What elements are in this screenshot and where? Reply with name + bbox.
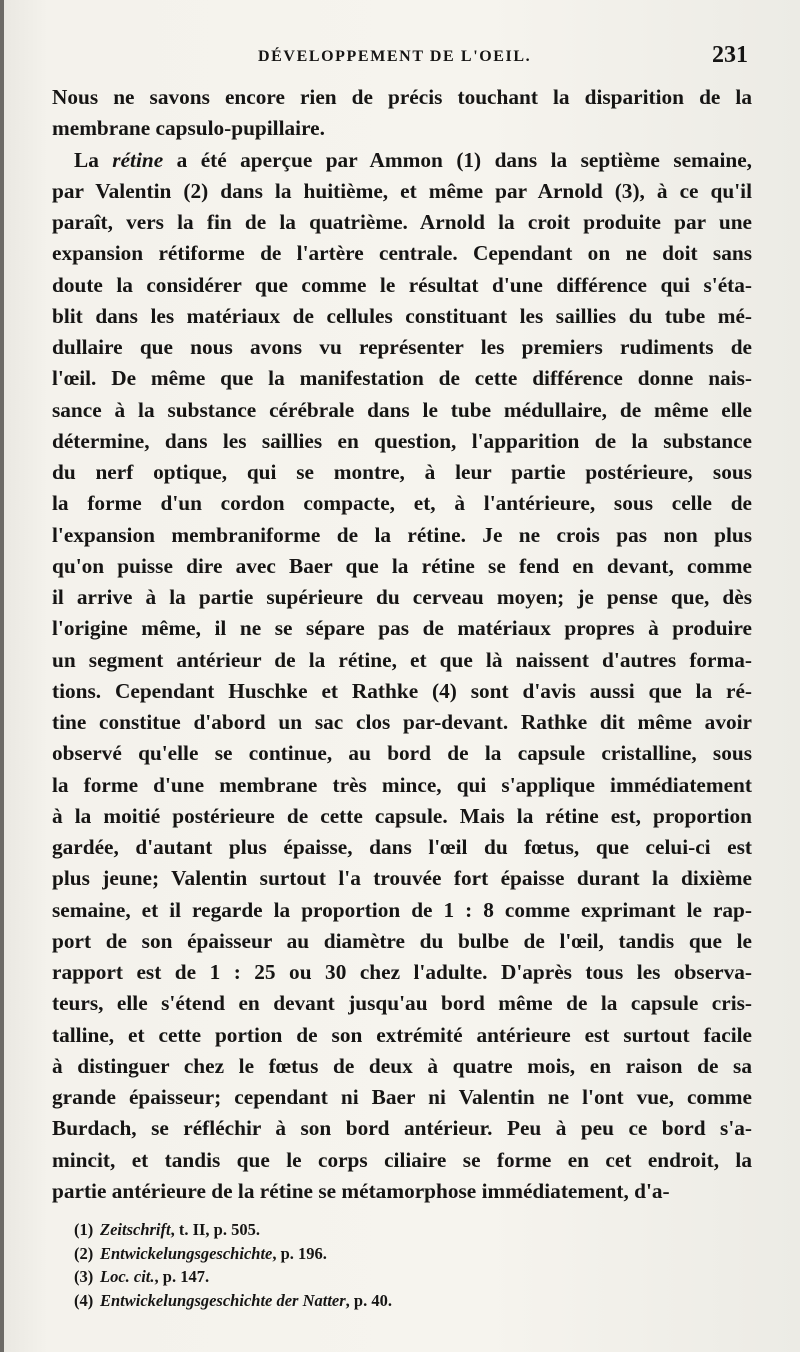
footnote bbox=[74, 1242, 574, 1266]
text-line: à la moitié postérieure de cette capsule. Mais la rétine est, proportion bbox=[52, 803, 752, 828]
text-line: sance à la substance cérébrale dans le tube médullaire, de même elle bbox=[52, 397, 752, 422]
footnote-source: Loc. cit. bbox=[100, 1267, 155, 1286]
text-line: expansion rétiforme de l'artère centrale. Cependant on ne doit sans bbox=[52, 241, 752, 266]
body-text bbox=[52, 82, 752, 1207]
text-line: talline, et cette portion de son extrémité antérieure est surtout facile bbox=[52, 1022, 752, 1047]
text-line: l'œil. De même que la manifestation de cette différence donne nais- bbox=[52, 366, 752, 391]
text-line: un segment antérieur de la rétine, et que là naissent d'autres forma- bbox=[52, 647, 752, 672]
text-line: plus jeune; Valentin surtout l'a trouvée fort épaisse durant la dixième bbox=[52, 866, 752, 891]
running-header bbox=[52, 40, 748, 80]
text-line: la forme d'un cordon compacte, et, à l'antérieure, sous celle de bbox=[52, 491, 752, 516]
footnote-number: (4) bbox=[74, 1290, 94, 1310]
footnote-source: Entwickelungsgeschichte bbox=[100, 1243, 273, 1263]
text-line: mincit, et tandis que le corps ciliaire se forme en cet endroit, la bbox=[52, 1147, 752, 1172]
footnote-reference: , p. 40. bbox=[345, 1290, 392, 1310]
paragraph-2 bbox=[52, 145, 752, 1208]
text-line: gardée, d'autant plus épaisse, dans l'œil du fœtus, que celui-ci est bbox=[52, 835, 752, 859]
text-line: la forme d'une membrane très mince, qui s'applique immédiatement bbox=[52, 772, 752, 797]
text-line: observé qu'elle se continue, au bord de la capsule cristalline, sous bbox=[52, 741, 752, 766]
text-line: membrane capsulo-pupillaire. bbox=[52, 116, 325, 141]
text-line: teurs, elle s'étend en devant jusqu'au bord même de la capsule cris- bbox=[52, 991, 752, 1016]
text-line: à distinguer chez le fœtus de deux à quatre mois, en raison de sa bbox=[52, 1053, 752, 1078]
footnote-number: (2) bbox=[74, 1243, 94, 1263]
footnote-number: (3) bbox=[74, 1267, 94, 1286]
footnote bbox=[74, 1289, 574, 1313]
running-title: DÉVELOPPEMENT DE L'OEIL. bbox=[258, 48, 532, 65]
page-gutter-edge bbox=[0, 0, 4, 1352]
text-line: grande épaisseur; cependant ni Baer ni Valentin ne l'ont vue, comme bbox=[52, 1085, 752, 1109]
text-line: paraît, vers la fin de la quatrième. Arnold la croit produite par une bbox=[52, 210, 752, 234]
text-line: blit dans les matériaux de cellules constituant les saillies du tube mé- bbox=[52, 303, 752, 328]
text-line: du nerf optique, qui se montre, à leur partie postérieure, sous bbox=[52, 460, 752, 484]
footnote-source: Zeitschrift bbox=[100, 1220, 171, 1239]
text-line: l'expansion membraniforme de la rétine. Je ne crois pas non plus bbox=[52, 522, 752, 547]
text-line: port de son épaisseur au diamètre du bulbe de l'œil, tandis que le bbox=[52, 928, 752, 953]
text-line: semaine, et il regarde la proportion de 1 : 8 comme exprimant le rap- bbox=[52, 897, 752, 922]
footnote-reference: , t. II, p. 505. bbox=[170, 1220, 260, 1239]
text-line: Nous ne savons encore rien de précis touchant la disparition de la bbox=[52, 85, 752, 109]
footnote-reference: , p. 147. bbox=[154, 1267, 210, 1286]
text-line: Burdach, se réfléchir à son bord antérieur. Peu à peu ce bord s'a- bbox=[52, 1116, 752, 1141]
footnotes bbox=[74, 1218, 574, 1312]
page-number: 231 bbox=[712, 42, 748, 68]
text-line: tions. Cependant Huschke et Rathke (4) sont d'avis aussi que la ré- bbox=[52, 678, 752, 703]
text-line: il arrive à la partie supérieure du cerveau moyen; je pense que, dès bbox=[52, 585, 752, 609]
text-line: dullaire que nous avons vu représenter les premiers rudiments de bbox=[52, 335, 752, 359]
footnote bbox=[74, 1265, 574, 1289]
text-line: doute la considérer que comme le résultat d'une différence qui s'éta- bbox=[52, 272, 752, 297]
footnote-reference: , p. 196. bbox=[272, 1243, 327, 1263]
footnote bbox=[74, 1218, 574, 1242]
text-line: détermine, dans les saillies en question, l'apparition de la substance bbox=[52, 428, 752, 453]
paragraph-1 bbox=[52, 82, 752, 145]
text-line: par Valentin (2) dans la huitième, et même par Arnold (3), à ce qu'il bbox=[52, 178, 752, 203]
emphasis: rétine bbox=[112, 147, 164, 172]
text-line: partie antérieure de la rétine se métamorphose immédiatement, d'a- bbox=[52, 1178, 670, 1203]
footnote-number: (1) bbox=[74, 1220, 94, 1239]
text-line: l'origine même, il ne se sépare pas de matériaux propres à produire bbox=[52, 616, 752, 641]
text-line: qu'on puisse dire avec Baer que la rétine se fend en devant, comme bbox=[52, 553, 752, 578]
text-line: La rétine a été aperçue par Ammon (1) dans la septième semaine, bbox=[74, 147, 752, 172]
text-line: rapport est de 1 : 25 ou 30 chez l'adulte. D'après tous les observa- bbox=[52, 960, 752, 984]
footnote-source: Entwickelungsgeschichte der Natter bbox=[100, 1290, 346, 1310]
text-line: tine constitue d'abord un sac clos par-devant. Rathke dit même avoir bbox=[52, 710, 752, 734]
